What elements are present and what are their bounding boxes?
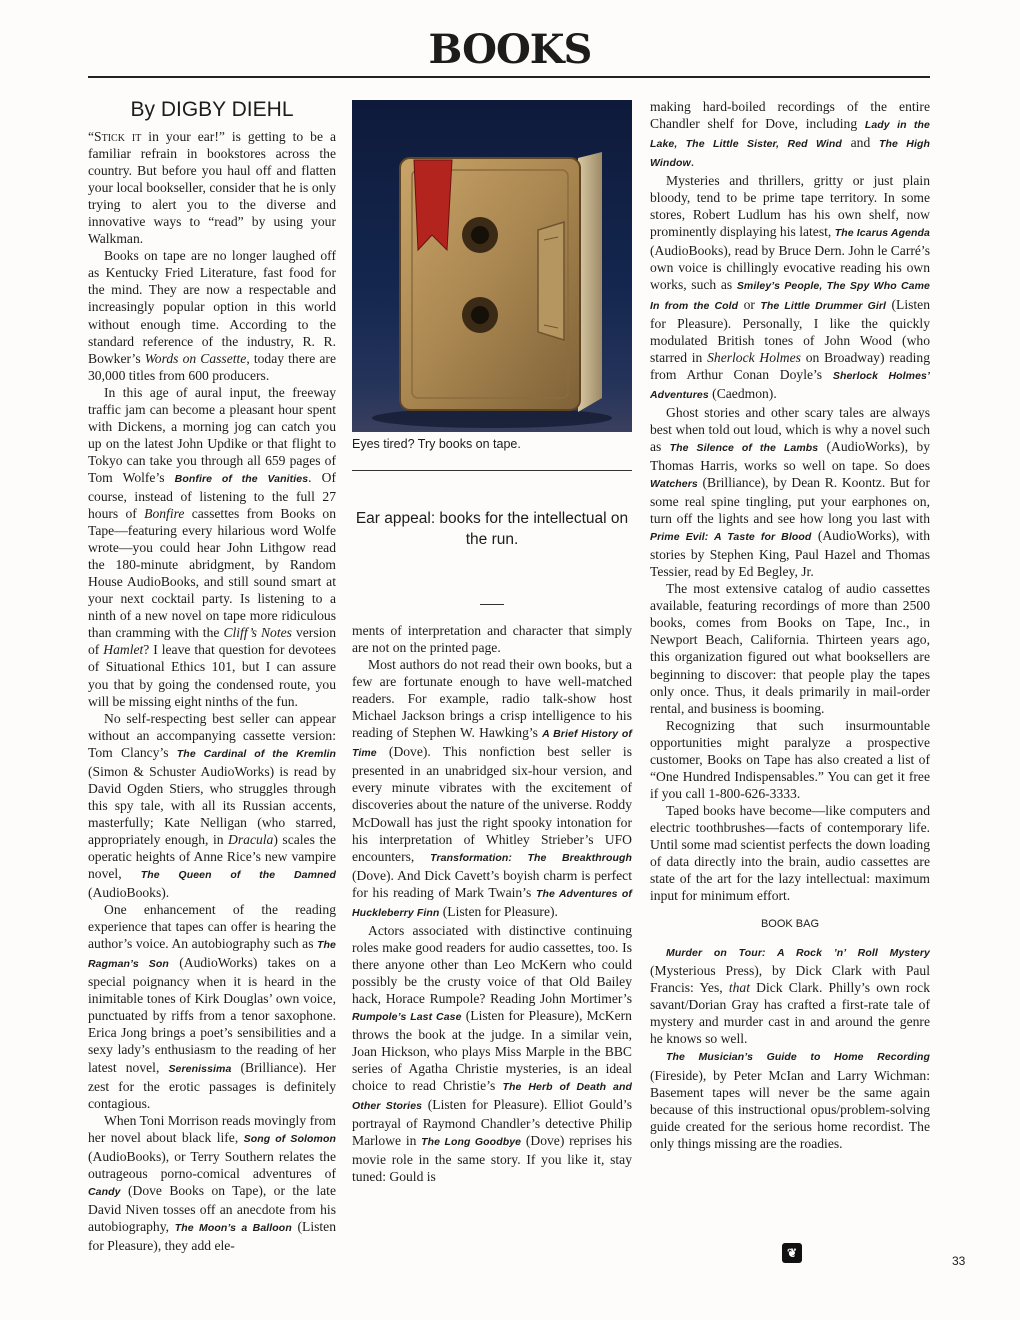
pull-quote: Ear appeal: books for the intellectual on the run. [355, 510, 629, 548]
paragraph: The most extensive catalog of audio cassettes available, featuring recordings of more than 2500 books, comes from Books on Tape, Inc., in Newport Beach, California. Thirteen years ago, this organization figured out what booksellers are beginning to discover: that people play the tapes only once. Thus, it deals primarily in mail-order rental, and business is booming. [650, 581, 930, 716]
paragraph: No self-respecting best seller can appear without an accompanying cassette version: Tom Clancy’s The Cardinal of the Kremlin (Simon & Schuster AudioWorks) is read by David Ogden Stiers, who struggles through this spy tale, with all its Russian accents, masterfully; Kate Nelligan (who starred, appropriately enough, in Dracula) scales the operatic heights of Anne Rice’s new vampire novel, The Queen of the Damned (AudioBooks). [88, 710, 337, 901]
paragraph: “Stick it in your ear!” is getting to be a familiar refrain in bookstores across the country. But before you haul off and flatten your local bookseller, consider that he is only trying to alert you to the diverse and innovative ways to “read” by using your Walkman. [88, 129, 336, 247]
book-bag-entry: The Musician’s Guide to Home Recording (Fireside), by Peter McIan and Larry Wichman: Basement tapes will never be the same again because of this instructional opus/problem-solving guide created for the serious home recordist. The only things missing are the roadies. [650, 1051, 930, 1151]
paragraph: making hard-boiled recordings of the entire Chandler shelf for Dove, including Lady in the Lake, The Little Sister, Red Wind and The High Window. [650, 99, 931, 170]
paragraph: Actors associated with distinctive continuing roles make good readers for audio cassettes, too. Is there anyone other than Leo McKern who could possibly be the crusty voice of that Old Bailey hack, Horace Rumpole? Reading John Mortimer’s Rumpole’s Last Case (Listen for Pleasure), McKern throws the book at the judge. In a similar vein, Joan Hickson, who plays Miss Marple in the BBC series of Agatha Christie mysteries, is an ideal choice to read Christie’s The Herb of Death and Other Stories (Listen for Pleasure). Elliot Gould’s portrayal of Raymond Chandler’s detective Philip Marlowe in The Long Goodbye (Dove) reprises his movie role in the same story. If you like it, stay tuned: Gould is [352, 922, 632, 1185]
rabbit-logo-icon: ❦ [782, 1243, 802, 1263]
paragraph: When Toni Morrison reads movingly from her novel about black life, Song of Solomon (AudioBooks), or Terry Southern relates the outrageous porno-comical adventures of Candy (Dove Books on Tape), or the late David Niven tosses off an anecdote from his autobiography, The Moon’s a Balloon (Listen for Pleasure), they add ele- [88, 1112, 337, 1253]
paragraph: In this age of aural input, the freeway traffic jam can become a pleasant hour spent with Dickens, a morning jog can catch you up on the latest John Updike or that flight to Tokyo can take you through all 659 pages of Tom Wolfe’s Bonfire of the Vanities. Of course, instead of listening to the full 27 hours of Bonfire cassettes from Books on Tape—featuring every hilarious word Wolfe wrote—you could hear John Lithgow read the 180-minute abridgment, by Random House AudioBooks, and still sound smart at your next cocktail party. Is listening to a ninth of a new novel on tape more ridiculous than cramming with the Cliff’s Notes version of Hamlet? I leave that question for devotees of Situational Ethics 101, but I can assure you that by going the condensed route, you will be missing eight ninths of the fun. [88, 384, 336, 709]
photo-caption: Eyes tired? Try books on tape. [352, 437, 521, 451]
book-bag-entry: Murder on Tour: A Rock ’n’ Roll Mystery (Mysterious Press), by Dick Clark with Paul Francis: Yes, that Dick Clark. Philly’s own rock savant/Dorian Gray has crafted a first-rate tale of mystery and murder cast in and around the genre he knows so well. [650, 947, 930, 1047]
article-column-2 [352, 622, 632, 1186]
section-title: BOOKS [428, 26, 592, 73]
page-number: 33 [952, 1254, 966, 1268]
article-column-1 [88, 128, 336, 1254]
paragraph: ments of interpretation and character that simply are not on the printed page. [352, 623, 632, 656]
header-rule [88, 76, 930, 78]
paragraph: Mysteries and thrillers, gritty or just plain bloody, tend to be prime tape territory. In some stores, Robert Ludlum has his own shelf, now prominently displaying his latest, The Icarus Agenda (AudioBooks), read by Bruce Dern. John le Carré’s own voice is chillingly evocative reading his own works, such as Smiley’s People, The Spy Who Came In from the Cold or The Little Drummer Girl (Listen for Pleasure). Personally, I like the quickly modulated British tones of John Wood (who starred in Sherlock Holmes on Broadway) reading from Arthur Conan Doyle’s Sherlock Holmes’ Adventures (Caedmon). [650, 173, 930, 401]
cassette-book-icon [352, 100, 632, 432]
byline: By DIGBY DIEHL [130, 98, 294, 121]
paragraph: Taped books have become—like computers and electric toothbrushes—facts of contemporary life. Until some mad scientist perfects the down loading of data directly into the brain, audio cassettes are state of the art for the lazy intellectual: maximum input for minimum effort. [650, 802, 930, 904]
paragraph: Most authors do not read their own books, but a few are fortunate enough to have well-matched readers. For example, radio talk-show host Michael Jackson brings a crisp intelligence to his reading of Stephen W. Hawking’s A Brief History of Time (Dove). This nonfiction best seller is presented in an unabridged six-hour version, and every minute vibrates with the excitement of discoveries about the nature of the universe. Roddy McDowall has just the right spooky intonation for his interpretation of Whitley Strieber’s UFO encounters, Transformation: The Breakthrough (Dove). And Dick Cavett’s boyish charm is perfect for his reading of Mark Twain’s The Adventures of Huckleberry Finn (Listen for Pleasure). [352, 657, 632, 919]
paragraph: Recognizing that such insurmountable opportunities might paralyze a prospective customer, Books on Tape has also created a list of “One Hundred Indispensables.” You can get it free if you call 1-800-626-3333. [650, 717, 930, 801]
paragraph: Books on tape are no longer laughed off as Kentucky Fried Literature, fast food for the mind. They are now a respectable and increasingly popular option in this world without enough time. According to the standard reference of the industry, R. R. Bowker’s Words on Cassette, today there are 30,000 titles from 600 producers. [88, 248, 336, 383]
divider [480, 604, 504, 605]
paragraph: Ghost stories and other scary tales are always best when told out loud, which is why a novel such as The Silence of the Lambs (AudioWorks), by Thomas Harris, works so well on tape. So does Watchers (Brilliance), by Dean R. Koontz. But for some real spine tingling, put your earphones on, turn off the lights and see how long you last with Prime Evil: A Taste for Blood (AudioWorks), with stories by Stephen King, Paul Hazel and Thomas Tessier, read by Ed Begley, Jr. [650, 404, 930, 580]
cassette-book-illustration [352, 100, 632, 432]
divider [352, 470, 632, 471]
paragraph: One enhancement of the reading experience that tapes can offer is hearing the author’s voice. An autobiography such as The Ragman’s Son (AudioWorks) takes on a special poignancy when it is heard in the inimitable tones of Kirk Douglas’ own voice, punctuated by riffs from a tenor saxophone. Erica Jong brings a poet’s sensibilities and a sexy lady’s enthusiasm to the reading of her latest novel, Serenissima (Brilliance). Her zest for the erotic passages is definitely contagious. [88, 902, 336, 1111]
book-bag-heading: BOOK BAG [760, 918, 820, 931]
article-column-3 [650, 98, 930, 1152]
